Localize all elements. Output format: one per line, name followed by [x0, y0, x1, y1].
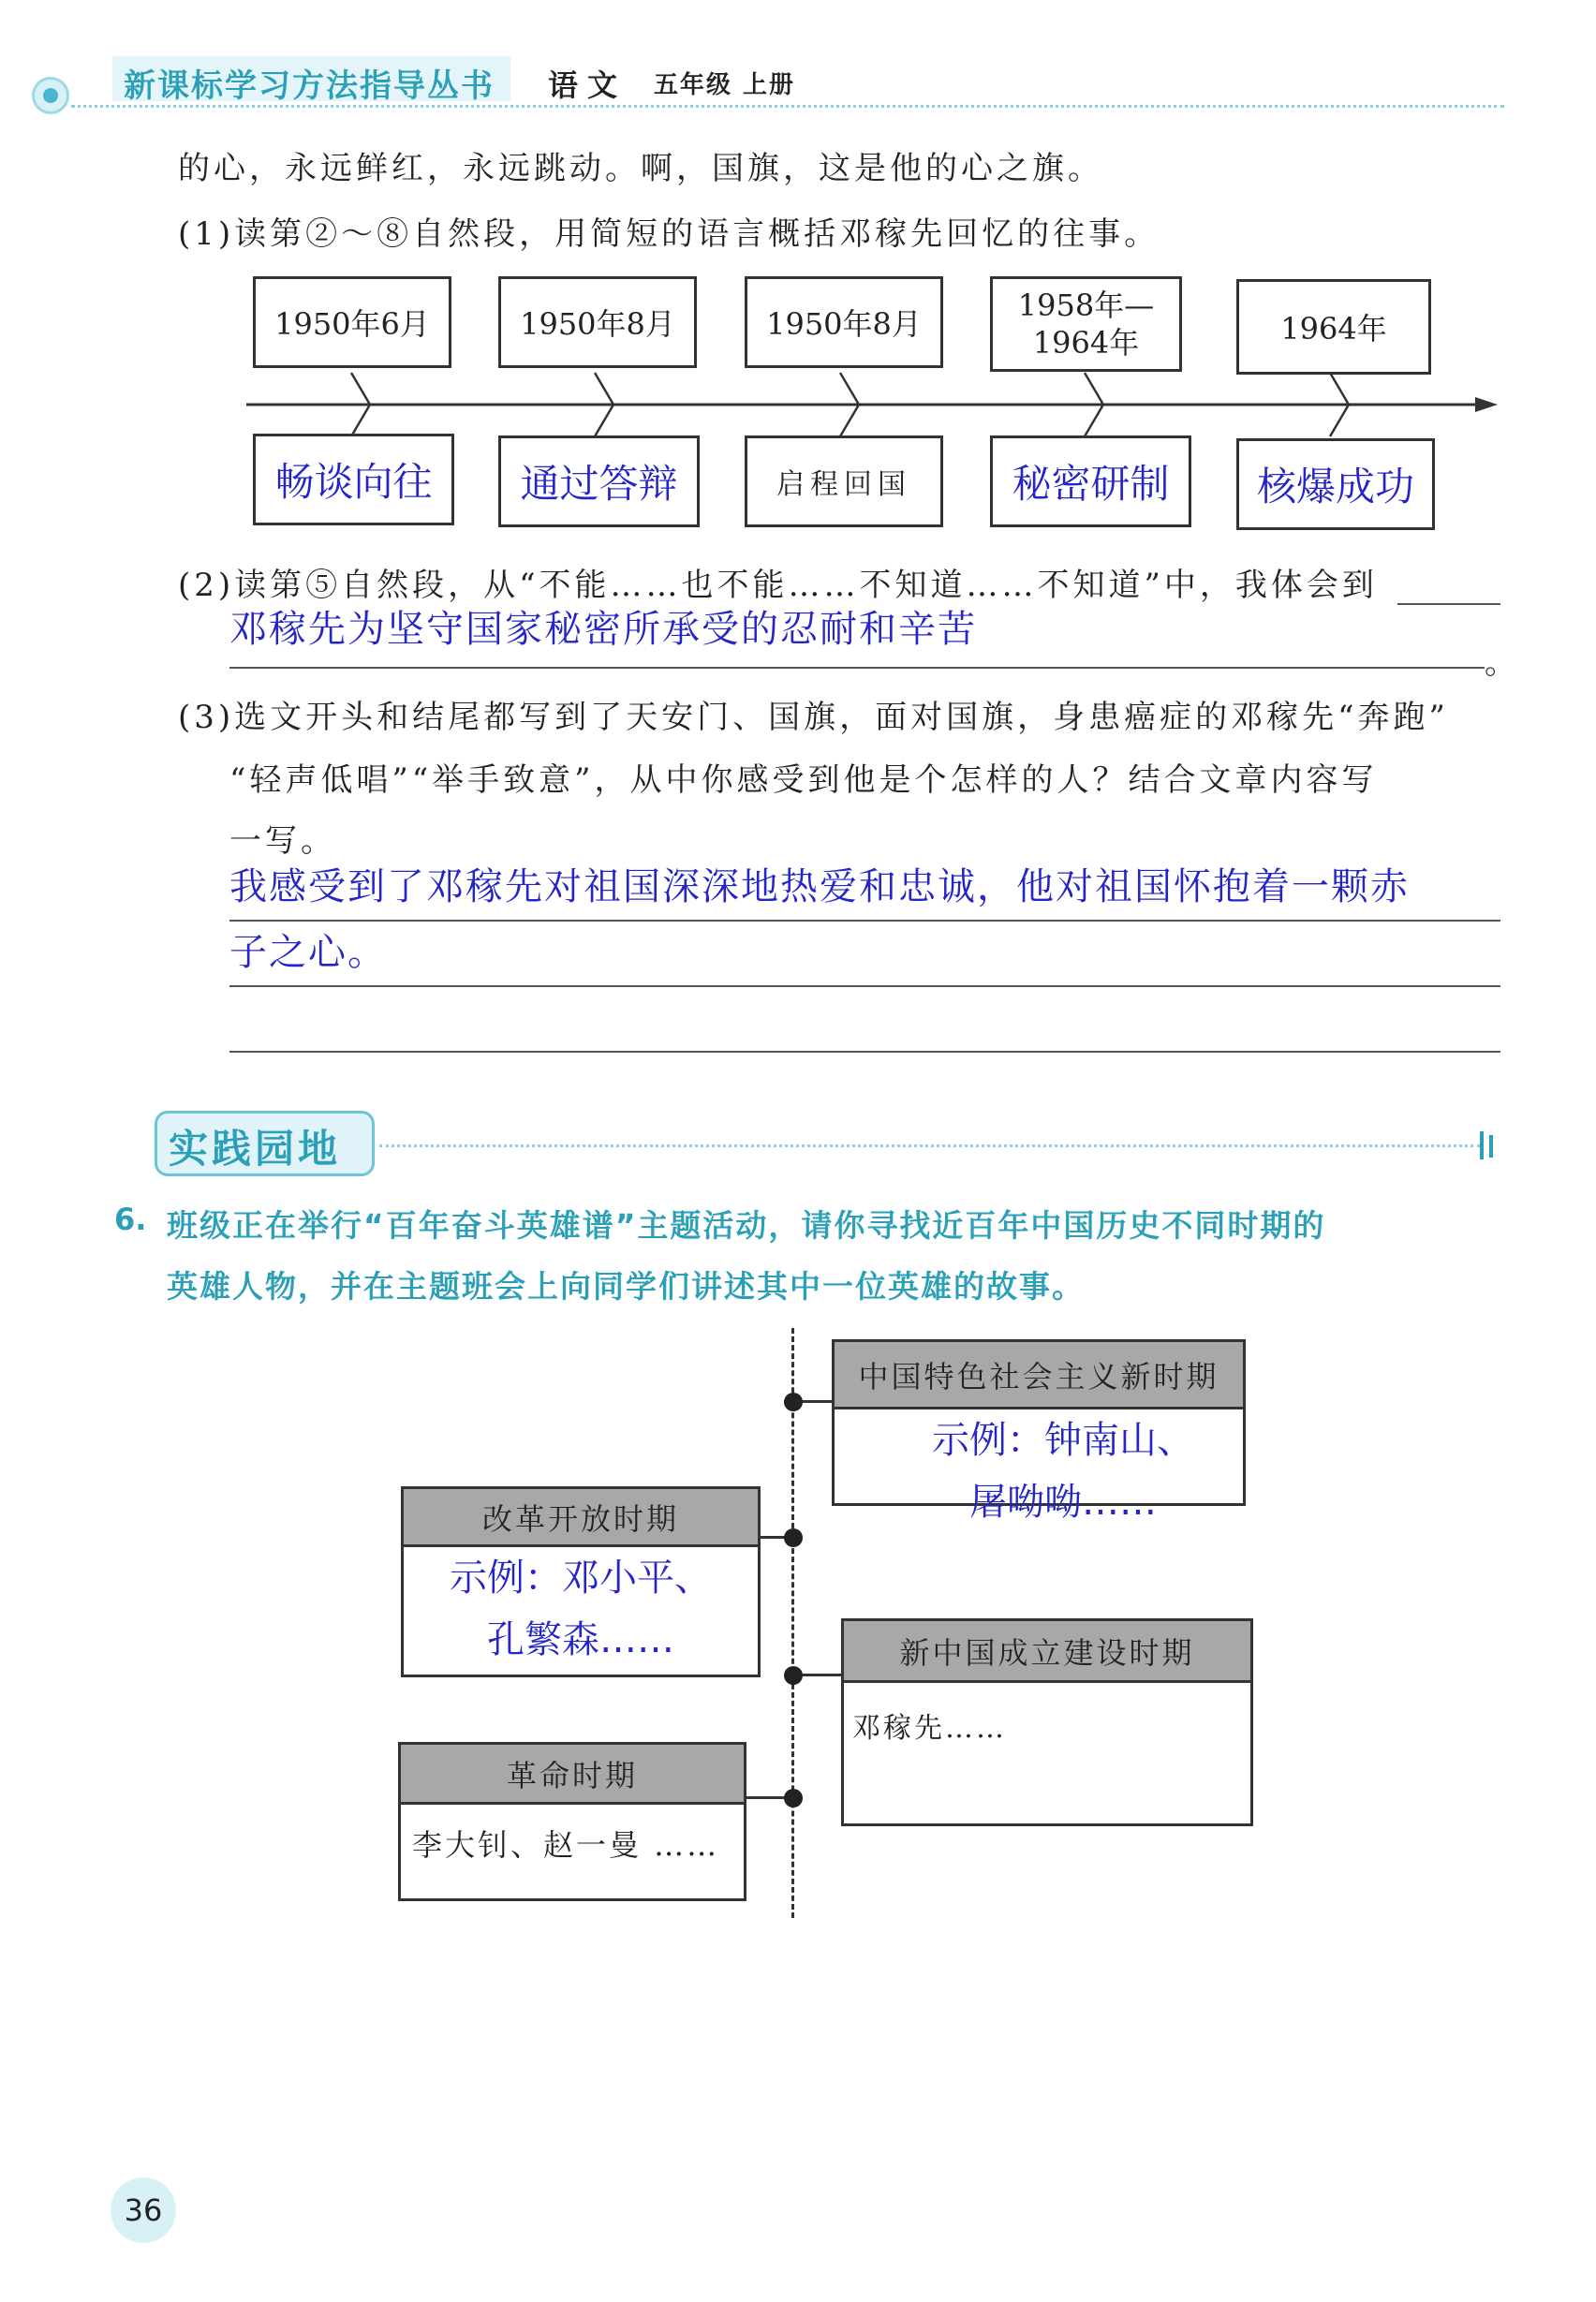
period-title-new-era: 中国特色社会主义新时期 [835, 1342, 1243, 1409]
page-number: 36 [124, 2192, 163, 2228]
timeline-date-3: 1950年8月 [745, 276, 943, 368]
timeline-dot-1 [784, 1393, 803, 1411]
section-title-end-mark [1480, 1131, 1484, 1159]
timeline-date-1: 1950年6月 [253, 276, 451, 368]
period-answer-revolution: 李大钊、赵一曼 …… [412, 1827, 720, 1863]
header-grade: 五年级 上册 [654, 71, 796, 99]
period-title-revolution: 革命时期 [401, 1745, 744, 1805]
intro-line: 的心，永远鲜红，永远跳动。啊，国旗，这是他的心之旗。 [178, 150, 1103, 187]
q2-prompt: (2)读第⑤自然段，从“不能……也不能……不知道……不知道”中，我体会到 [178, 567, 1378, 604]
q2-answer-line-2 [229, 667, 1485, 669]
header-series: 新课标学习方法指导丛书 [124, 67, 495, 105]
header-subject: 语文 [548, 67, 628, 103]
q2-end-mark: 。 [1485, 644, 1520, 682]
period-timeline [791, 1328, 794, 1918]
q3-rule-3 [229, 1051, 1500, 1053]
timeline-event-3: 启程回国 [745, 435, 943, 527]
timeline-event-5: 核爆成功 [1236, 438, 1435, 530]
section-title-rule [379, 1144, 1480, 1147]
q1-prompt: (1)读第②～⑧自然段，用简短的语言概括邓稼先回忆的往事。 [178, 215, 1160, 253]
q6-line-2: 英雄人物，并在主题班会上向同学们讲述其中一位英雄的故事。 [167, 1268, 1085, 1305]
period-title-founding: 新中国成立建设时期 [844, 1621, 1250, 1683]
period-answer-reform: 示例：邓小平、 孔繁森…… [450, 1557, 712, 1661]
q3-prompt-line-1: (3)选文开头和结尾都写到了天安门、国旗，面对国旗，身患癌症的邓稼先“奔跑” [178, 699, 1449, 736]
q2-answer-line-1 [1397, 603, 1500, 605]
header-rule [71, 105, 1504, 108]
q3-rule-1 [229, 920, 1500, 922]
timeline-date-2: 1950年8月 [498, 276, 697, 368]
period-answer-founding: 邓稼先…… [852, 1712, 1007, 1745]
q3-prompt-line-3: 一写。 [229, 822, 336, 860]
timeline-date-4: 1958年— 1964年 [990, 276, 1182, 372]
q6-line-1: 班级正在举行“百年奋斗英雄谱”主题活动，请你寻找近百年中国历史不同时期的 [167, 1207, 1326, 1244]
period-answer-new-era: 示例：钟南山、 屠呦呦…… [932, 1419, 1194, 1524]
section-title: 实践园地 [169, 1126, 342, 1172]
section-title-end-mark-2 [1489, 1135, 1493, 1158]
timeline-event-2: 通过答辩 [498, 435, 700, 527]
timeline-dot-3 [784, 1666, 803, 1685]
q3-answer-line-1: 我感受到了邓稼先对祖国深深地热爱和忠诚，他对祖国怀抱着一颗赤 [229, 865, 1410, 908]
timeline-dot-2 [784, 1528, 803, 1547]
q2-answer: 邓稼先为坚守国家秘密所承受的忍耐和辛苦 [229, 608, 977, 651]
timeline-event-4: 秘密研制 [990, 435, 1191, 527]
period-title-reform: 改革开放时期 [404, 1489, 758, 1547]
page-number-badge [111, 2177, 176, 2243]
timeline-dot-4 [784, 1789, 803, 1808]
timeline-date-5: 1964年 [1236, 279, 1431, 375]
q3-rule-2 [229, 985, 1500, 987]
timeline-event-1: 畅谈向往 [253, 434, 454, 525]
q3-prompt-line-2: “轻声低唱”“举手致意”，从中你感受到他是个怎样的人？结合文章内容写 [229, 761, 1378, 799]
header-deco-circle [32, 77, 69, 114]
q6-number: 6. [114, 1202, 147, 1237]
q3-answer-line-2: 子之心。 [229, 931, 387, 974]
